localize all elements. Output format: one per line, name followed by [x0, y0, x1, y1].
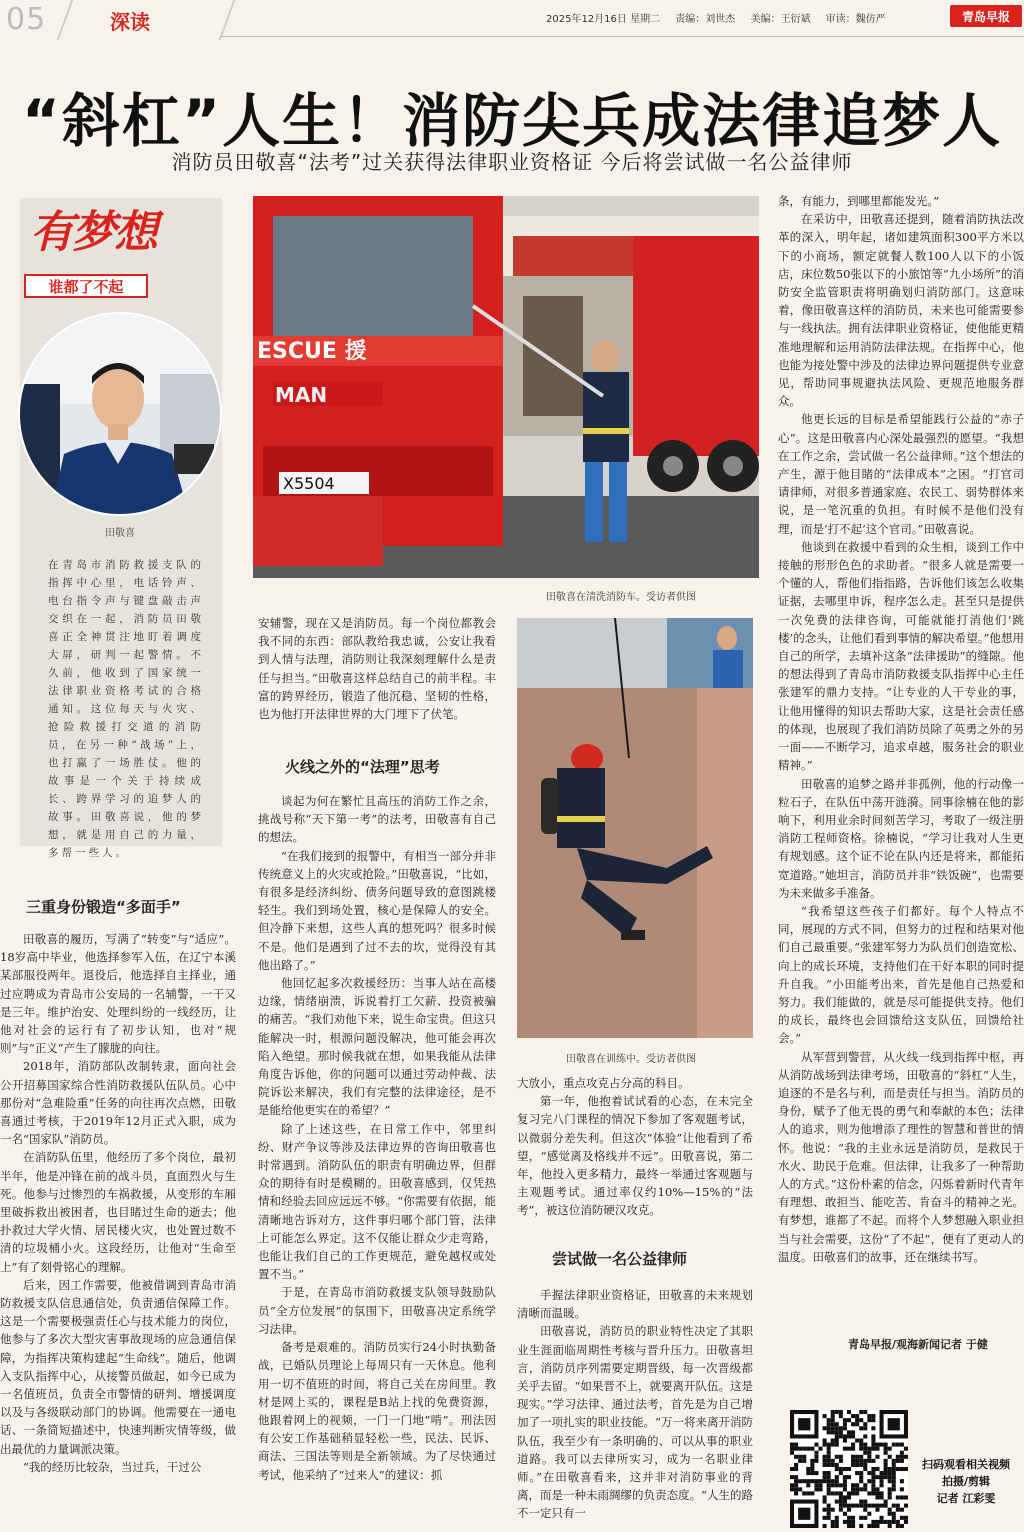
header-divider [57, 0, 74, 40]
paragraph: 除了上述这些，在日常工作中，邻里纠纷、财产争议等涉及法律边界的咨询田敬喜也时常遇到。消防队伍的职责有明确边界，但群众的期待有时是模糊的。田敬喜感到，仅凭热情和经验去回应远远不够。“你需要有依据，能清晰地告诉对方，这件事归哪个部门管，法律上可能怎么界定。这不仅能让群众少走弯路，也能让我们自己的工作更规范，避免越权或处置不当。” [258, 1121, 496, 1282]
column-subtitle: 谁都了不起 [24, 274, 148, 298]
license-plate: X5504 [283, 474, 335, 493]
page-number: 05 [6, 2, 47, 37]
qr-code[interactable] [790, 1410, 908, 1528]
qr-caption-line: 拍摄/剪辑 [941, 1475, 991, 1488]
qr-caption-line: 扫码观看相关视频 [922, 1458, 1010, 1471]
column-3 [517, 1286, 753, 1523]
qr-caption-line: 记者 江彩雯 [936, 1492, 996, 1505]
column-title: 有梦想 [30, 207, 156, 258]
header-rule [220, 36, 1024, 37]
photo-caption-2: 田敬喜在训练中。受访者供图 [566, 1054, 696, 1065]
paragraph: 在采访中，田敬喜还提到，随着消防执法改革的深入，明年起，诸如建筑面积300平方米以下的小商场，额定就餐人数100人以下的小饭店，床位数50张以下的小旅馆等“九小场所”的消防安全监管职责将明确划归消防部门。这意味着，像田敬喜这样的消防员，未来也可能需要参与一线执法。拥有法律职业资格证，使他能更精准地理解和运用消防法律法规。在指挥中心，他也能为接处警中涉及的法律边界问题提供专业意见，帮助同事规避执法风险、更规范地服务群众。 [778, 212, 1024, 409]
paragraph: 备考是艰难的。消防员实行24小时执勤备战，已婚队员理论上每周只有一天休息。他利用一切不值班的时间，将自己关在房间里。教材是网上买的，课程是B站上找的免费资源，他跟着网上的视频，一门一门地“啃”。刑法因有公安工作基础稍显轻松一些，民法、民诉、商法、三国法等则是全新领域。为了尽快通过考试，他采纳了“过来人”的建议：抓 [258, 1340, 496, 1482]
paragraph: 2018年，消防部队改制转隶，面向社会公开招募国家综合性消防救援队伍队员。心中那份对“急难险重”任务的向往再次点燃，田敬喜通过考核，于2019年12月正式入职，成为一名“国家队”消防员。 [0, 1059, 236, 1147]
paragraph: 他更长远的目标是希望能践行公益的“赤子心”。这是田敬喜内心深处最强烈的愿望。“我想在工作之余，尝试做一名公益律师。”这个想法的产生，源于他目睹的“法律成本”之困。“打官司请律师，对很多普通家庭、农民工、弱势群体来说，是一笔沉重的负担。有时候不是他们没有理，而是‘打不起’这个官司。”田敬喜说。 [778, 412, 1024, 536]
newspaper-logo: 青岛早报 [950, 5, 1022, 27]
paragraph: 安辅警，现在又是消防员。每一个岗位都教会我不同的东西：部队教给我忠诚，公安让我看到人情与法理，消防则让我深刻理解什么是责任与担当。”田敬喜这样总结自己的前半程。丰富的跨界经历，锻造了他沉稳、坚韧的性格，也为他打开法律世界的大门埋下了伏笔。 [258, 616, 496, 722]
truck-sign: ESCUE 援 [257, 339, 367, 364]
paragraph: “我希望这些孩子们都好。每个人特点不同，展现的方式不同，但努力的过程和结果对他们自己最重要。”张建军努力为队员们创造宽松、向上的成长环境，支持他们在干好本职的同时提升自我。“小田能考出来，首先是他自己热爱和努力。我们能做的，就是尽可能提供支持。他们的成长，最终也会回馈给这支队伍，回馈给社会。” [778, 903, 1024, 1046]
paragraph: 从军营到警营，从火线一线到指挥中枢，再从消防战场到法律考场，田敬喜的“斜杠”人生，追逐的不是名与利，而是责任与担当。消防员的身份，赋予了他无畏的勇气和奉献的本色；法律人的追求，则为他增添了理性的智慧和普世的情怀。他说：“我的主业永远是消防员，是救民于水火、助民于危难。但法律，让我多了一种帮助人的方式。”这份朴素的信念，闪烁着新时代青年有理想、敢担当、能吃苦、肯奋斗的精神之光。有梦想，谁都了不起。而将个人梦想融入职业担当与社会需要，这份“了不起”，便有了更动人的温度。田敬喜们的故事，还在继续书写。 [778, 1049, 1024, 1264]
section-heading-2: 火线之外的“法理”思考 [285, 758, 440, 776]
column-2 [258, 792, 496, 1484]
editor-credit: 责编：刘世杰 [675, 14, 736, 25]
paragraph: 大放小，重点攻克占分高的科目。 [517, 1076, 690, 1090]
page-meta [546, 10, 898, 25]
column-2-top [258, 614, 496, 723]
qr-caption [908, 1456, 1024, 1507]
paragraph: 田敬喜说，消防员的职业特性决定了其职业生涯面临周期性考核与晋升压力。田敬喜坦言，消防员序列需要定期晋级，每一次晋级都关乎去留。“如果晋不上，就要离开队伍。这是现实。”学习法律、通过法考，首先是为自己增加了一项扎实的职业技能。“万一将来离开消防队伍，我至少有一条明确的、可以从事的职业道路。我可以去律所实习，成为一名职业律师。”在田敬喜看来，这并非对消防事业的背离，而是一种未雨绸缪的负责态度。“人生的路不一定只有一 [517, 1324, 753, 1521]
proofreader-credit: 审读：魏仿严 [825, 14, 886, 25]
header-divider [219, 0, 236, 40]
fire-truck-left [253, 196, 503, 566]
paragraph: 第一年，他抱着试试看的心态，在未完全复习完八门课程的情况下参加了客观题考试，以微弱分差失利。但这次“体验”让他看到了希望，“感觉离及格线并不远”。田敬喜说，第二年，他投入更多精力，最终一举通过客观题与主观题考试。通过率仅约10%—15%的“法考”，被这位消防硬汉攻克。 [517, 1094, 753, 1218]
paragraph: 手握法律职业资格证，田敬喜的未来规划清晰而温暖。 [517, 1288, 753, 1321]
paragraph: “我的经历比较杂，当过兵，干过公 [23, 1459, 202, 1474]
portrait-caption: 田敬喜 [105, 528, 135, 539]
column-4 [778, 192, 1024, 1266]
headline: “斜杠”人生！消防尖兵成法律追梦人 [21, 87, 1003, 155]
column-3-top [517, 1074, 753, 1220]
section-heading-1: 三重身份锻造“多面手” [26, 898, 181, 916]
photo-caption-1: 田敬喜在清洗消防车。受访者供图 [546, 592, 696, 603]
section-label: 深读 [110, 10, 150, 34]
section-heading-3: 尝试做一名公益律师 [552, 1250, 688, 1268]
subheadline: 消防员田敬喜“法考”过关获得法律职业资格证 今后将尝试做一名公益律师 [171, 150, 853, 174]
paragraph: 他谈到在救援中看到的众生相，谈到工作中接触的形形色色的求助者。“很多人就是需要一个懂的人，帮他们指指路，告诉他们该怎么收集证据，去哪里申诉，程序怎么走。甚至只是提供一次免费的法律咨询，可能就能打消他们‘跳楼’的念头，让他们看到事情的解决希望。”他想用自己的所学，去填补这条“法律援助”的缝隙。他的想法得到了青岛市消防救援支队指挥中心主任张建军的鼎力支持。“让专业的人干专业的事，让他用懂得的知识去帮助大家，这是社会责任感的体现，也展现了我们消防员除了英勇之外的另一面——不断学习，追求卓越，服务社会的职业精神。” [778, 539, 1024, 773]
paragraph: 于是，在青岛市消防救援支队领导鼓励队员“全方位发展”的氛围下，田敬喜决定系统学习法律。 [258, 1285, 496, 1336]
paragraph: 田敬喜的履历，写满了“转变”与“适应”。18岁高中毕业，他选择参军入伍，在辽宁本溪某部服役两年。退役后，他选择自主择业，通过应聘成为青岛市公安局的一名辅警，一干又是三年。维护治安、处理纠纷的一线经历，让他对社会的运行有了初步认知，也对“规则”与“正义”产生了朦胧的向往。 [0, 932, 236, 1056]
paragraph: 条，有能力，到哪里都能发光。” [778, 194, 940, 208]
fire-truck-photo [253, 196, 759, 578]
byline: 青岛早报/观海新闻记者 于健 [848, 1338, 988, 1351]
paragraph: 在消防队伍里，他经历了多个岗位，最初半年，他是冲锋在前的战斗员，直面烈火与生死。他参与过惨烈的车祸救援，从变形的车厢里破拆救出被困者，也目睹过生命的逝去；他扑救过大学火情、居民楼火灾，也处置过数不清的垃圾桶小火。这段经历，让他对“生命至上”有了刻骨铭心的理解。 [0, 1150, 236, 1274]
paragraph: “在我们接到的报警中，有相当一部分并非传统意义上的火灾或抢险。”田敬喜说，“比如，有很多是经济纠纷、债务问题导致的意图跳楼轻生。我们到场处置，核心是保障人的安全。但冷静下来想，这些人真的想死吗？很多时候不是。他们是遇到了过不去的坎，觉得没有其他出路了。” [258, 848, 496, 972]
designer-credit: 美编：王衍斌 [750, 14, 811, 25]
portrait-photo [18, 312, 222, 516]
paragraph: 他回忆起多次救援经历：当事人站在高楼边缘，情绪崩溃，诉说着打工欠薪、投资被骗的痛苦。“我们劝他下来，说生命宝贵。但这只能解决一时，根源问题没解决，他可能会再次陷入绝望。那时候我就在想，如果我能从法律角度告诉他，你的问题可以通过劳动仲裁、法院诉讼来解决，我们有完整的法律途径，是不是能给他更实在的希望？” [258, 976, 496, 1118]
training-photo [517, 618, 753, 1038]
truck-brand: MAN [275, 383, 328, 407]
issue-date: 2025年12月16日 星期二 [546, 14, 661, 25]
fire-truck-right [633, 236, 759, 492]
paragraph: 后来，因工作需要，他被借调到青岛市消防救援支队信息通信处，负责通信保障工作。这是一个需要极强责任心与技术能力的岗位，他参与了多次大型灾害事故现场的应急通信保障，为指挥决策构建起“生命线”。随后，他调入支队指挥中心，从接警员做起，如今已成为一名值班员，负责全市警情的研判、增援调度以及与各级联动部门的协调。他需要在一通电话、一条简短描述中，快速判断灾情等级，做出最优的力量调派决策。 [0, 1277, 236, 1456]
paragraph: 田敬喜的追梦之路并非孤例，他的行动像一粒石子，在队伍中荡开涟漪。同事徐楠在他的影响下，利用业余时间刻苦学习，考取了一级注册消防工程师资格。徐楠说，“学习让我对人生更有规划感。这个证不论在队内还是将来，都能拓宽道路。”她坦言，消防员并非“铁饭碗”，也需要为未来做多手准备。 [778, 776, 1024, 900]
intro-text: 在青岛市消防救援支队的指挥中心里，电话铃声、电台指令声与键盘敲击声交织在一起，消防员田敬喜正全神贯注地盯着调度大屏，研判一起警情。不久前，他收到了国家统一法律职业资格考试的合格通知。这位每天与火灾、抢险救援打交道的消防员，在另一种“战场”上，也打赢了一场胜仗。他的故事是一个关于持续成长、跨界学习的追梦人的故事。田敬喜说，他的梦想，就是用自己的力量，多帮一些人。 [48, 559, 204, 859]
paragraph: 谈起为何在繁忙且高压的消防工作之余，挑战号称“天下第一考”的法考，田敬喜有自己的想法。 [258, 794, 496, 845]
column-1 [0, 930, 236, 1476]
